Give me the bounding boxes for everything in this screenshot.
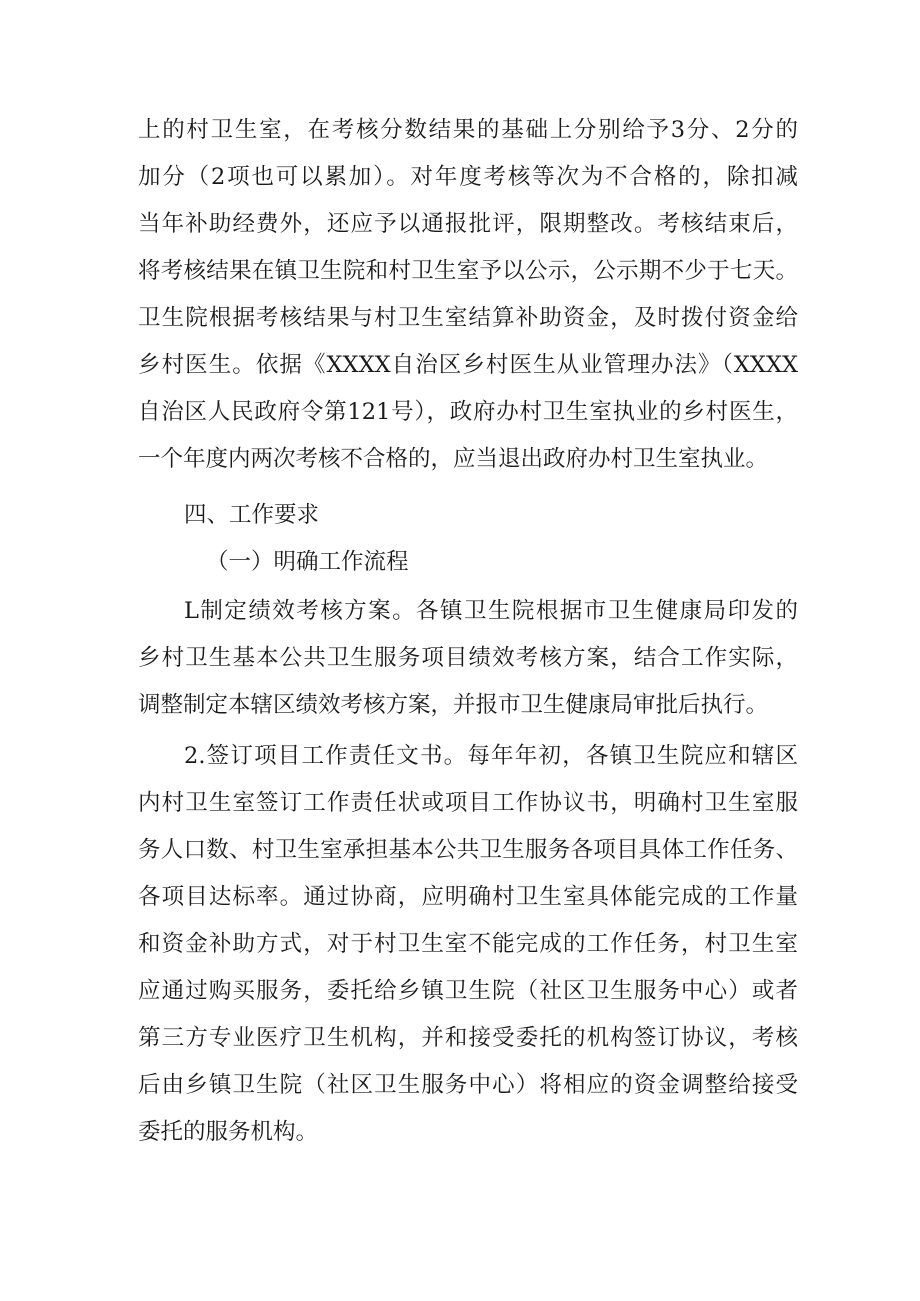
paragraph-line: 和资金补助方式，对于村卫生室不能完成的工作任务，村卫生室: [138, 931, 798, 957]
paragraph-line: 上的村卫生室，在考核分数结果的基础上分别给予3分、2分的: [138, 117, 798, 143]
paragraph-line: 委托的服务机构。: [138, 1119, 319, 1145]
paragraph-line: 务人口数、村卫生室承担基本公共卫生服务各项目具体工作任务、: [138, 837, 798, 863]
paragraph-line: L制定绩效考核方案。各镇卫生院根据市卫生健康局印发的: [184, 598, 798, 624]
paragraph-line: 应通过购买服务，委托给乡镇卫生院（社区卫生服务中心）或者: [138, 978, 798, 1004]
paragraph-line: 调整制定本辖区绩效考核方案，并报市卫生健康局审批后执行。: [138, 692, 769, 718]
paragraph-line: 自治区人民政府令第121号），政府办村卫生室执业的乡村医生，: [138, 399, 798, 425]
paragraph-line: 乡村卫生基本公共卫生服务项目绩效考核方案，结合工作实际，: [138, 645, 798, 671]
paragraph-line: 乡村医生。依据《XXXX自治区乡村医生从业管理办法》（XXXX: [138, 352, 798, 378]
paragraph-line: 第三方专业医疗卫生机构，并和接受委托的机构签订协议，考核: [138, 1025, 798, 1051]
paragraph-line: 当年补助经费外，还应予以通报批评，限期整改。考核结束后，: [138, 211, 798, 237]
paragraph-line: 2.签订项目工作责任文书。每年年初，各镇卫生院应和辖区: [184, 743, 798, 769]
paragraph-line: 一个年度内两次考核不合格的，应当退出政府办村卫生室执业。: [138, 446, 769, 472]
paragraph-line: 加分（2项也可以累加）。对年度考核等次为不合格的，除扣减: [138, 164, 798, 190]
subsection-heading: （一）明确工作流程: [206, 549, 409, 575]
section-heading: 四、工作要求: [184, 502, 320, 528]
paragraph-line: 内村卫生室签订工作责任状或项目工作协议书，明确村卫生室服: [138, 790, 798, 816]
paragraph-line: 后由乡镇卫生院（社区卫生服务中心）将相应的资金调整给接受: [138, 1072, 798, 1098]
paragraph-line: 各项目达标率。通过协商，应明确村卫生室具体能完成的工作量: [138, 884, 798, 910]
paragraph-line: 将考核结果在镇卫生院和村卫生室予以公示，公示期不少于七天。: [138, 258, 798, 284]
paragraph-line: 卫生院根据考核结果与村卫生室结算补助资金，及时拨付资金给: [138, 305, 798, 331]
